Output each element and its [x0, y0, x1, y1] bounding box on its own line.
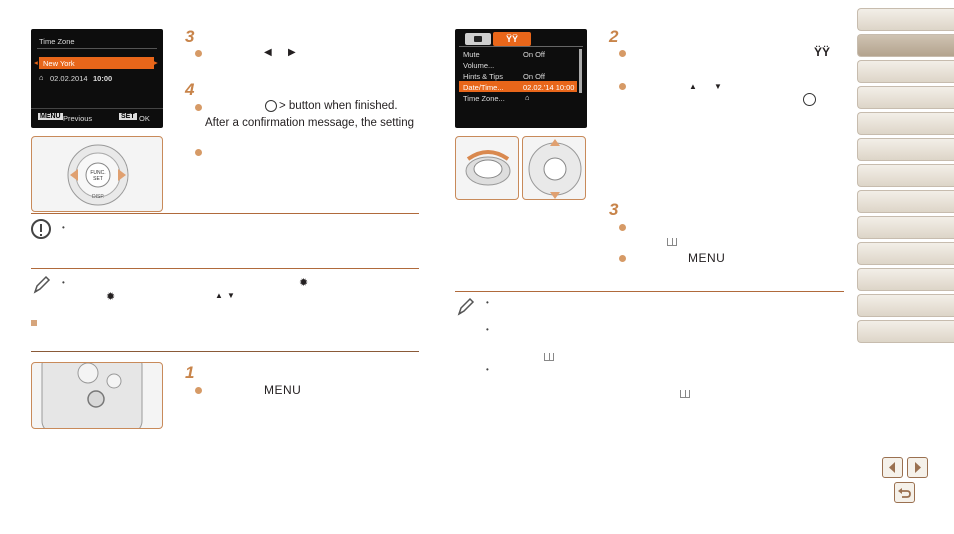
down-arrow-icon: ▼	[227, 291, 235, 300]
menu-row-value: 02.02.'14 10:00	[523, 83, 575, 92]
up-arrow-icon: ▲	[215, 291, 223, 300]
page-reference-icon	[544, 353, 554, 361]
control-dial-updown-picture	[522, 136, 586, 200]
menu-row-label[interactable]: Date/Time...	[463, 83, 504, 92]
section-marker	[31, 320, 37, 326]
page-reference-icon	[667, 238, 677, 246]
menu-row-value: On Off	[523, 72, 545, 81]
sidebar-tab[interactable]	[857, 86, 954, 109]
selected-zone: New York	[43, 59, 75, 68]
camera-back-picture	[31, 362, 163, 429]
left-arrow-icon: ◀	[264, 47, 272, 58]
note-bullet: •	[62, 278, 65, 287]
return-button[interactable]	[894, 482, 915, 503]
caution-rule	[31, 213, 419, 214]
setup-tab: ŸŸ	[493, 32, 531, 46]
set-badge: SET	[121, 113, 135, 120]
bullet	[619, 50, 626, 57]
shooting-tab	[465, 33, 491, 45]
menu-button-label: MENU	[688, 251, 726, 265]
menu-row-label[interactable]: Mute	[463, 50, 480, 59]
time-value: 10:00	[93, 74, 113, 83]
daylight-saving-icon: ✹	[299, 277, 309, 289]
caution-bullet: •	[62, 223, 65, 232]
bullet	[195, 149, 202, 156]
sidebar-tab[interactable]	[857, 242, 954, 265]
zoom-lever-illustration	[456, 137, 519, 200]
bullet	[619, 224, 626, 231]
func-set-button-icon	[265, 100, 277, 112]
date-value: 02.02.2014	[50, 74, 88, 83]
daylight-saving-on-icon: ✹	[106, 291, 116, 303]
menu-row-label[interactable]: Hints & Tips	[463, 72, 504, 81]
sidebar-tab[interactable]	[857, 190, 954, 213]
next-page-button[interactable]	[907, 457, 928, 478]
dial-updown-illustration	[523, 137, 586, 200]
camera-icon	[474, 36, 482, 42]
note-rule	[31, 268, 419, 269]
control-dial-picture	[31, 136, 163, 212]
menu-button-label: MENU	[264, 383, 302, 397]
pencil-icon	[455, 296, 475, 323]
disp-label: DISP.	[92, 194, 105, 200]
right-arrow-icon: ▶	[288, 47, 296, 58]
setup-tab-icon: ŸŸ	[814, 45, 831, 59]
sidebar-tab[interactable]	[857, 138, 954, 161]
time-zone-screen	[31, 29, 163, 128]
arrow-right-icon	[908, 458, 927, 477]
previous-page-button[interactable]	[882, 457, 903, 478]
step-3-number: 3	[609, 200, 619, 219]
sidebar-tab[interactable]	[857, 164, 954, 187]
note-bullet: •	[486, 325, 489, 334]
step-4-number: 4	[185, 80, 195, 99]
pencil-icon	[31, 274, 51, 301]
bullet	[195, 104, 202, 111]
home-icon: ⌂	[525, 93, 530, 102]
step-4-text-line2: After a confirmation message, the setting	[205, 117, 415, 129]
note-bullet: •	[486, 365, 489, 374]
sidebar-tab[interactable]	[857, 34, 954, 57]
sidebar-tab[interactable]	[857, 320, 954, 343]
note-bullet: •	[486, 298, 489, 307]
zoom-lever-picture	[455, 136, 519, 200]
caution-icon	[31, 219, 51, 239]
func-set-label: FUNC. SET	[90, 170, 106, 182]
sidebar-tab[interactable]	[857, 294, 954, 317]
menu-label: Previous	[63, 114, 93, 123]
step-4-text-line1: > button when finished.	[279, 100, 398, 112]
menu-row-label[interactable]: Time Zone...	[463, 94, 505, 103]
section-rule	[31, 351, 419, 352]
sidebar-tab[interactable]	[857, 268, 954, 291]
menu-badge: MENU	[40, 113, 61, 120]
menu-row-value: On Off	[523, 50, 545, 59]
page-reference-icon	[680, 390, 690, 398]
screen-title: Time Zone	[39, 37, 75, 46]
home-icon: ⌂	[39, 73, 44, 82]
bullet	[195, 387, 202, 394]
note-rule-right	[455, 291, 844, 292]
set-label: OK	[139, 114, 150, 123]
settings-menu-screen	[455, 29, 587, 128]
scrollbar	[579, 49, 582, 93]
func-set-button-icon	[803, 93, 816, 106]
arrow-left-icon	[883, 458, 902, 477]
return-icon	[895, 483, 914, 502]
arrow-left-icon: ◂	[34, 58, 38, 67]
bullet	[619, 255, 626, 262]
sidebar-tab[interactable]	[857, 216, 954, 239]
arrow-right-icon: ▸	[154, 58, 158, 67]
step-1-number: 1	[185, 363, 195, 382]
menu-row-label[interactable]: Volume...	[463, 61, 495, 70]
sidebar-tab[interactable]	[857, 8, 954, 31]
sidebar-tab[interactable]	[857, 60, 954, 83]
bullet	[619, 83, 626, 90]
camera-illustration	[32, 363, 163, 429]
sidebar-tab[interactable]	[857, 112, 954, 135]
down-arrow-icon: ▼	[714, 82, 722, 91]
bullet	[195, 50, 202, 57]
up-arrow-icon: ▲	[689, 82, 697, 91]
step-3-number: 3	[185, 27, 195, 46]
step-2-number: 2	[609, 27, 619, 46]
